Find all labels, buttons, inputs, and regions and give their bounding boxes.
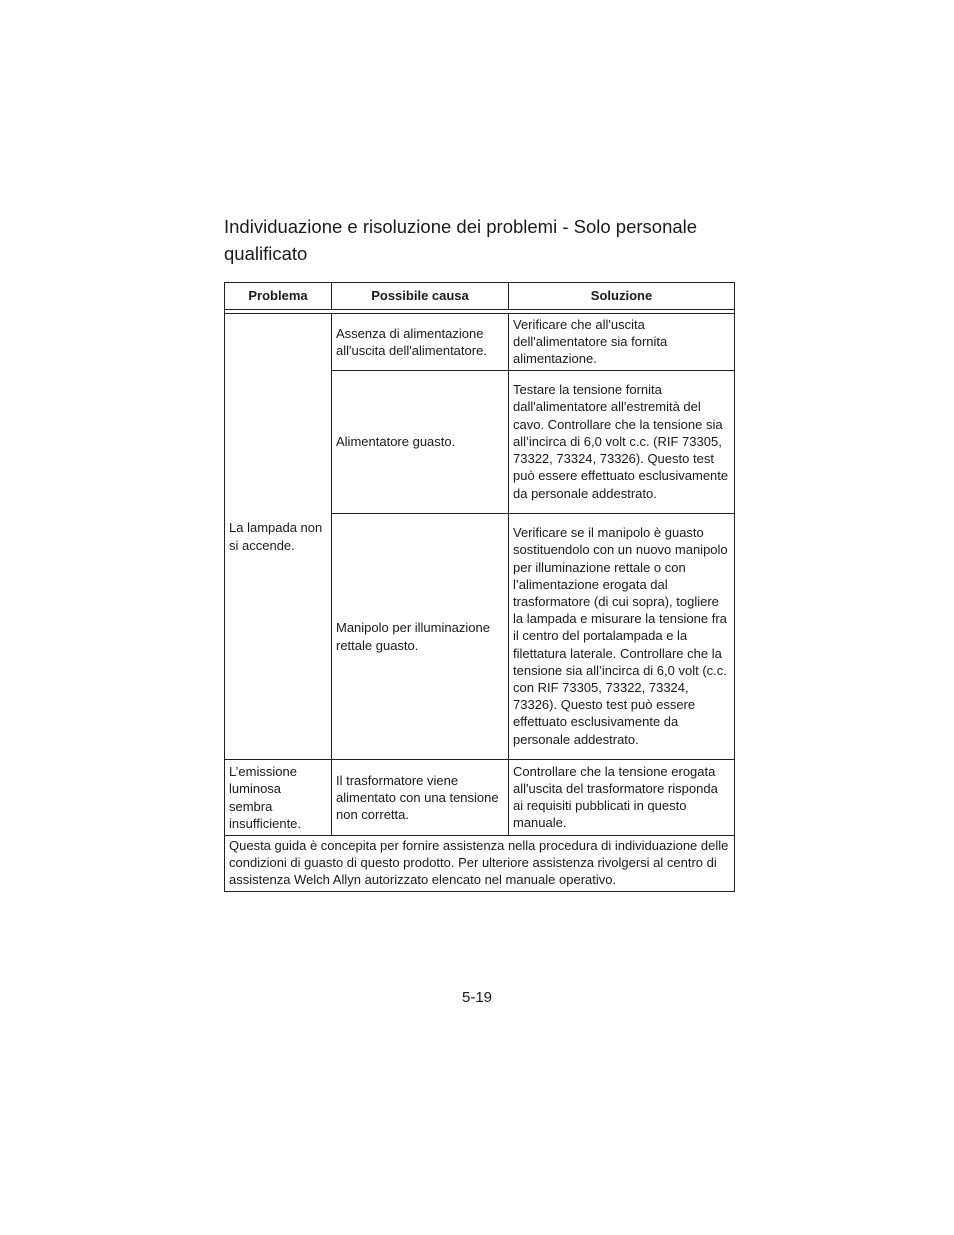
cause-cell: Manipolo per illuminazione rettale guasto. — [332, 514, 509, 760]
solution-cell: Verificare che all'uscita dell'alimentatore sia fornita alimentazione. — [509, 314, 735, 371]
cause-cell: Assenza di alimentazione all'uscita dell'alimentatore. — [332, 314, 509, 371]
problem-cell: La lampada non si accende. — [225, 314, 332, 760]
page-number: 5-19 — [461, 989, 493, 1006]
table-header-row — [225, 283, 735, 310]
cause-cell: Alimentatore guasto. — [332, 371, 509, 514]
problem-cell: L’emissione luminosa sembra insufficiente. — [225, 760, 332, 836]
solution-cell: Testare la tensione fornita dall'alimentatore all'estremità del cavo. Controllare che la tensione sia all’incirca di 6,0 volt c.c. (RIF 73305, 73322, 73324, 73326). Questo test può essere effettuato esclusivamente da personale addestrato. — [509, 371, 735, 514]
troubleshooting-table — [224, 282, 735, 892]
page-title: Individuazione e risoluzione dei problemi - Solo personale qualificato — [224, 216, 698, 264]
table-note: Questa guida è concepita per fornire assistenza nella procedura di individuazione delle condizioni di guasto di questo prodotto. Per ulteriore assistenza rivolgersi al centro di assistenza Welch Allyn autorizzato elencato nel manuale operativo. — [225, 836, 735, 892]
solution-cell: Controllare che la tensione erogata all'uscita del trasformatore risponda ai requisiti pubblicati in questo manuale. — [509, 760, 735, 836]
header-solution: Soluzione — [509, 283, 735, 310]
table-note-row — [225, 836, 735, 892]
table-row — [225, 314, 735, 371]
cause-cell: Il trasformatore viene alimentato con una tensione non corretta. — [332, 760, 509, 836]
header-problem: Problema — [225, 283, 332, 310]
solution-cell: Verificare se il manipolo è guasto sostituendolo con un nuovo manipolo per illuminazione rettale o con l’alimentazione erogata dal trasformatore (di cui sopra), togliere la lampada e misurare la tensione fra il centro del portalampada e la filettatura laterale. Controllare che la tensione sia all’incirca di 6,0 volt (c.c. con RIF 73305, 73322, 73324, 73326). Questo test può essere effettuato esclusivamente da personale addestrato. — [509, 514, 735, 760]
header-cause: Possibile causa — [332, 283, 509, 310]
table-row — [225, 760, 735, 836]
